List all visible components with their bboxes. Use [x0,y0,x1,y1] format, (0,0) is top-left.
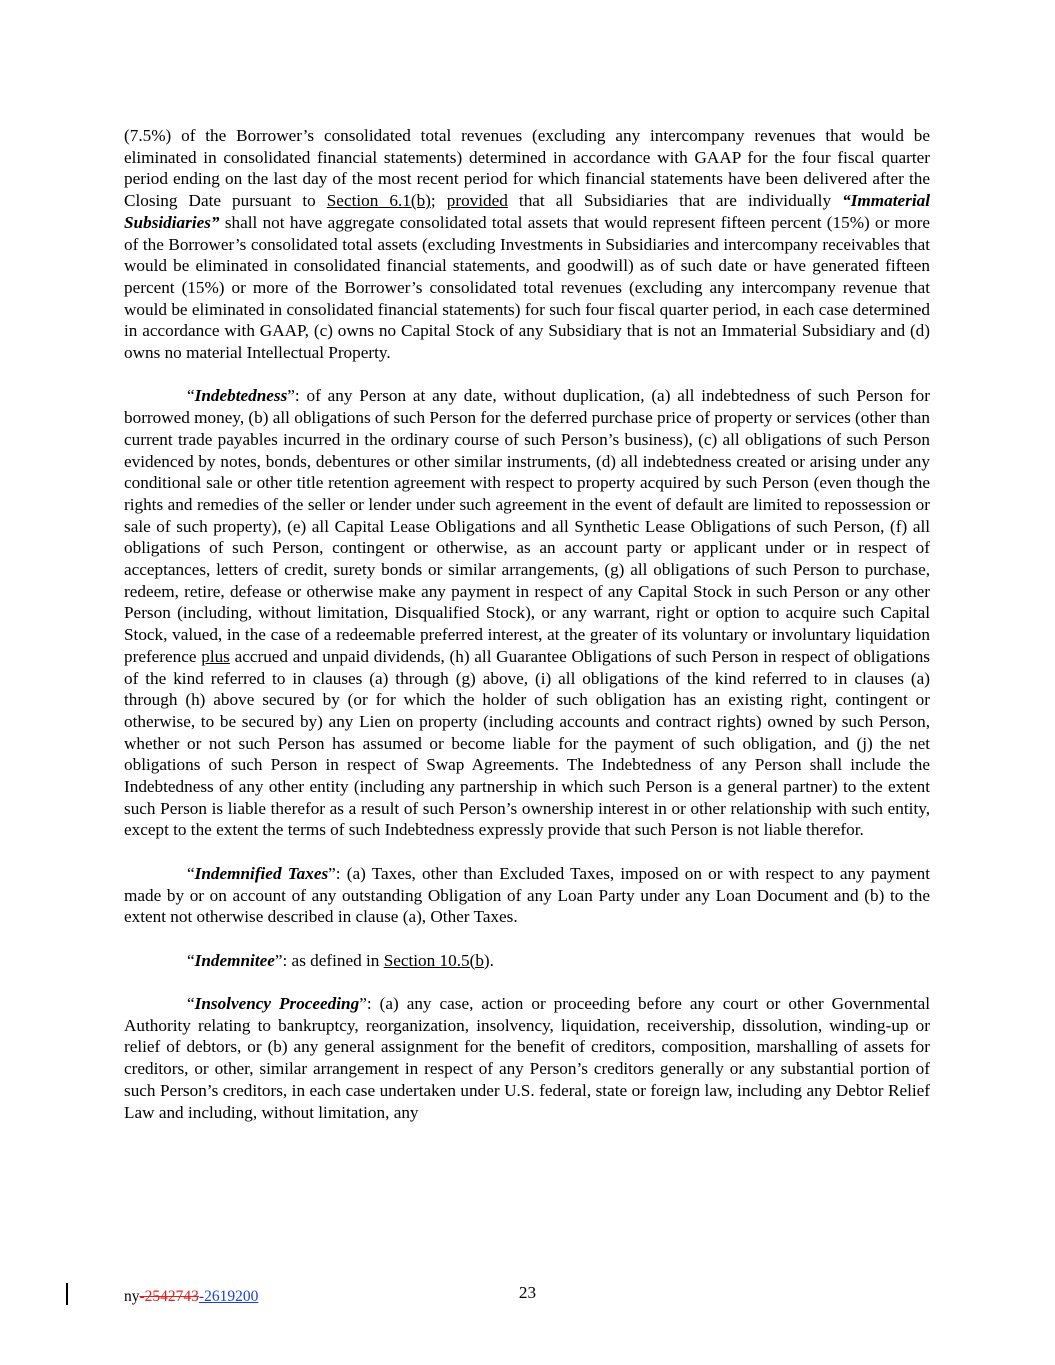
quote-mark: “ [187,950,195,970]
deleted-doc-number: -2542743 [139,1288,199,1305]
text-run: that all Subsidiaries that are individually [507,191,843,211]
text-run: ”: as defined in [274,950,384,970]
page-number: 23 [518,1283,537,1302]
quote-mark: “ [187,863,195,883]
defined-term: Indebtedness [194,386,288,406]
inserted-doc-number: -2619200 [198,1288,259,1305]
proviso-term: provided [446,191,508,211]
definition-indemnified-taxes [124,863,930,928]
text-run: shall not have aggregate consolidated total assets that would represent fifteen percent (15%) or more of the Borrower’s consolidated total assets (excluding Investments in Subsidiaries and intercompany receivables that would be eliminated in consolidated financial statements, and goodwill) as of such date or have generated fifteen percent (15%) or more of the Borrower’s consolidated total revenues (excluding any intercompany revenue that would be eliminated in consolidated financial statements) for such four fiscal quarter period, in each case determined in accordance with GAAP, (c) owns no Capital Stock of any Subsidiary that is not an Immaterial Subsidiary and (d) owns no material Intellectual Property. [124,212,930,363]
section-reference: Section 10.5(b) [383,950,490,970]
defined-term: Insolvency Proceeding [194,994,360,1014]
definition-indebtedness [124,385,930,841]
text-run: ”: of any Person at any date, without duplication, (a) all indebtedness of such Person for borrowed money, (b) all obligations of such Person for the deferred purchase price of property or services (other than current trade payables incurred in the ordinary course of such Person’s business), (c) all obligations of such Person evidenced by notes, bonds, debentures or other similar instruments, (d) all indebtedness created or arising under any conditional sale or other title retention agreement with respect to property acquired by such Person (even though the rights and remedies of the seller or lender under such agreement in the event of default are limited to repossession or sale of such property), (e) all Capital Lease Obligations and all Synthetic Lease Obligations of such Person, (f) all obligations of such Person, contingent or otherwise, as an account party or applicant under or in respect of acceptances, letters of credit, surety bonds or similar arrangements, (g) all obligations of such Person to purchase, redeem, retire, defease or otherwise make any payment in respect of any Capital Stock in such Person or any other Person (including, without limitation, Disqualified Stock), or any warrant, right or option to acquire such Capital Stock, valued, in the case of a redeemable preferred interest, at the greater of its voluntary or involuntary liquidation preference [124,386,930,666]
text-run: accrued and unpaid dividends, (h) all Guarantee Obligations of such Person in respect of obligations of the kind referred to in clauses (a) through (g) above, (i) all obligations of the kind referred to in clauses (a) through (h) above secured by (or for which the holder of such obligation has an existing right, contingent or otherwise, to be secured by) any Lien on property (including accounts and contract rights) owned by such Person, whether or not such Person has assumed or become liable for the payment of such obligation, and (j) the net obligations of such Person in respect of Swap Agreements. The Indebtedness of any Person shall include the Indebtedness of any other entity (including any partnership in which such Person is a general partner) to the extent such Person is liable therefor as a result of such Person’s ownership interest in or other relationship with such entity, except to the extent the terms of such Indebtedness expressly provide that such Person is not liable therefor. [124,646,930,840]
text-run: ”: (a) any case, action or proceeding before any court or other Governmental Authority relating to bankruptcy, reorganization, insolvency, liquidation, receivership, dissolution, winding-up or relief of debtors, or (b) any general assignment for the benefit of creditors, composition, marshalling of assets for creditors, or other, similar arrangement in respect of any Person’s creditors generally or any substantial portion of such Person’s creditors, in each case undertaken under U.S. federal, state or foreign law, including any Debtor Relief Law and including, without limitation, any [124,994,930,1122]
text-run: (7.5%) of the Borrower’s consolidated total revenues (excluding any intercompany revenues that would be eliminated in consolidated financial statements) determined in accordance with GAAP for the four fiscal quarter period ending on the last day of the most recent period for which financial statements have been delivered after the Closing Date pursuant to [124,126,930,211]
paragraph-immaterial-subsidiary [124,125,930,364]
quote-mark: “ [187,994,195,1014]
definition-insolvency-proceeding [124,993,930,1123]
doc-prefix: ny [124,1288,140,1305]
definition-indemnitee [124,950,930,972]
section-reference: Section 6.1(b) [326,191,431,211]
document-body [124,125,930,1145]
defined-term: “Immaterial Subsidiaries” [124,191,930,232]
defined-term: Indemnified Taxes [194,863,329,883]
quote-mark: “ [187,386,195,406]
defined-term: Indemnitee [194,950,275,970]
text-run: . [489,950,494,970]
text-run: ”: (a) Taxes, other than Excluded Taxes, imposed on or with respect to any payment made by or on account of any outstanding Obligation of any Loan Party under any Loan Document and (b) to the extent not otherwise described in clause (a), Other Taxes. [124,863,931,927]
text-run: ; [430,191,447,211]
emphasis-term: plus [201,646,230,666]
